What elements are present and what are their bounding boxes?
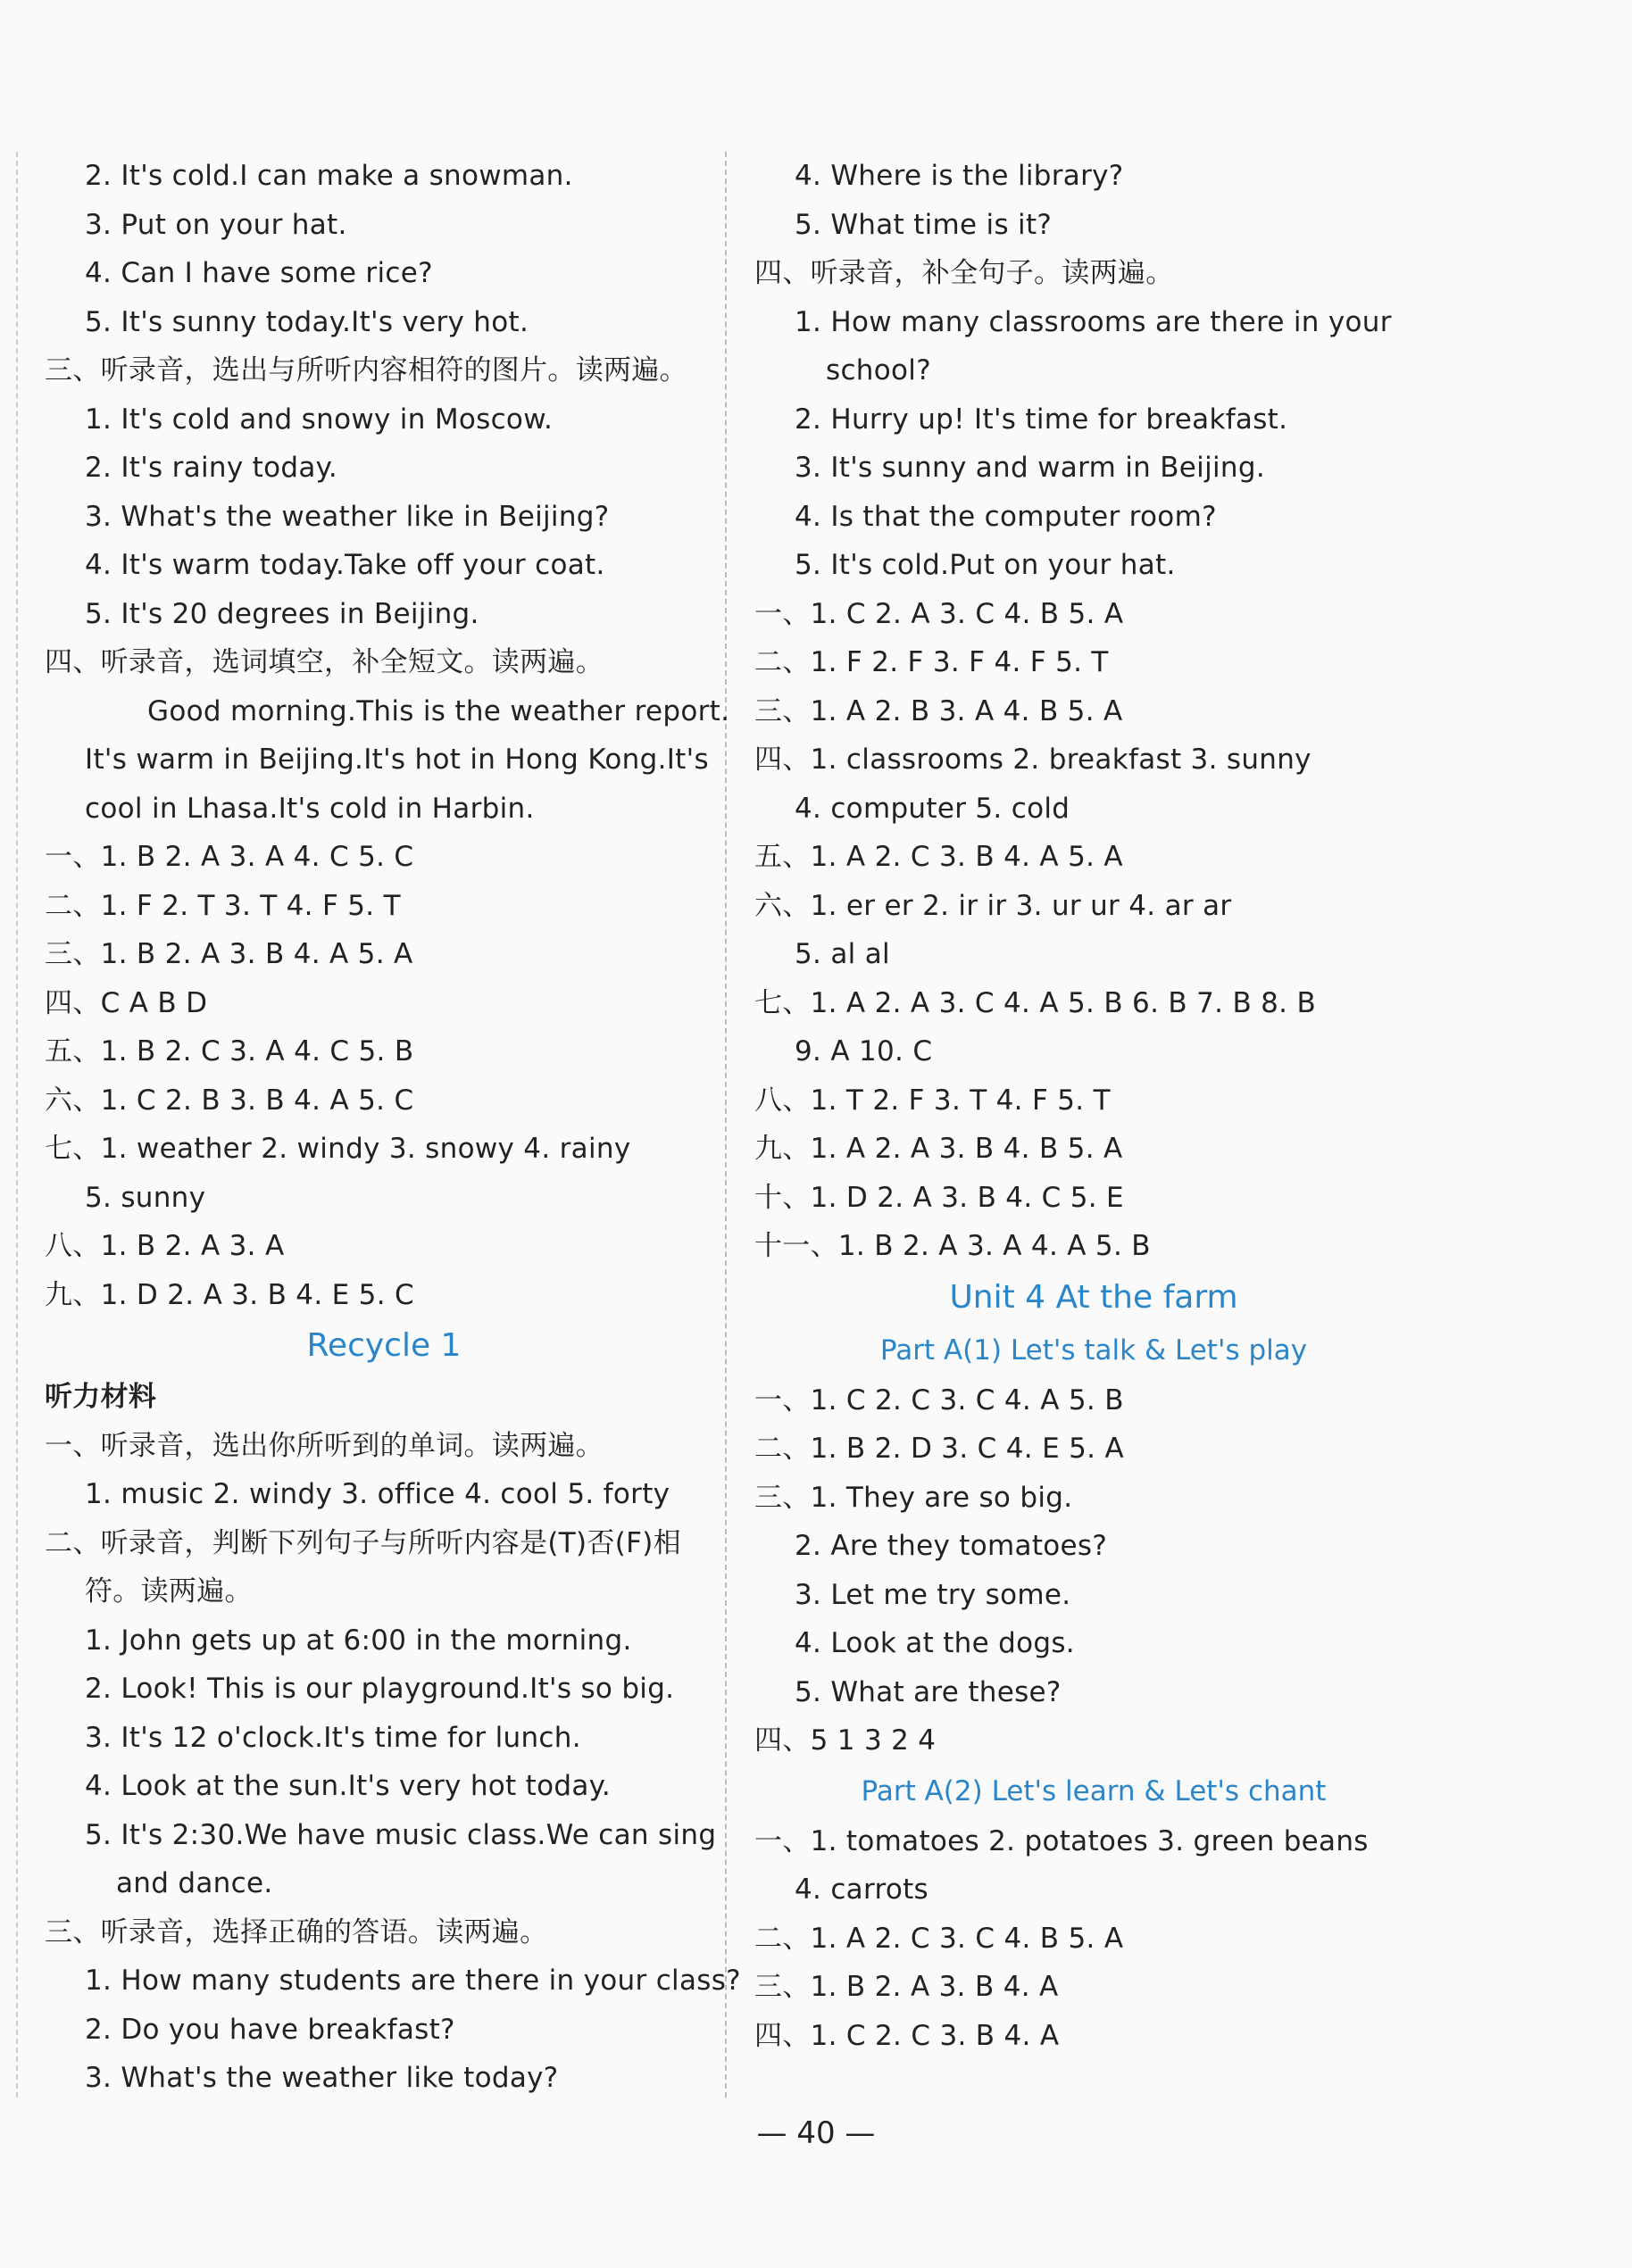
- page-number: — 40 —: [756, 2115, 876, 2151]
- section-instruction: 四、听录音，选词填空，补全短文。读两遍。: [45, 646, 604, 678]
- answer-line: 4. Look at the dogs.: [795, 1627, 1075, 1659]
- part-subtitle: Part A(2) Let's learn & Let's chant: [861, 1774, 1327, 1807]
- answer-line: 5. al al: [795, 938, 890, 970]
- listening-line: 4. Look at the sun.It's very hot today.: [85, 1770, 612, 1802]
- answer-line: 二、1. B 2. D 3. C 4. E 5. A: [754, 1433, 1124, 1465]
- section-instruction: 四、听录音，补全句子。读两遍。: [754, 257, 1174, 289]
- listening-line: 4. Can I have some rice?: [85, 257, 433, 289]
- left-edge-dashed-rule: [16, 152, 18, 2098]
- recycle-title: Recycle 1: [306, 1327, 462, 1364]
- listening-line: 4. Where is the library?: [795, 160, 1124, 192]
- listening-line: school?: [826, 354, 931, 386]
- answer-line: 一、1. tomatoes 2. potatoes 3. green beans: [754, 1824, 1369, 1857]
- section-instruction: 三、听录音，选出与所听内容相符的图片。读两遍。: [45, 354, 687, 386]
- part-subtitle: Part A(1) Let's talk & Let's play: [879, 1333, 1308, 1367]
- listening-line: 5. It's sunny today.It's very hot.: [85, 305, 529, 338]
- answer-line: 2. Are they tomatoes?: [795, 1530, 1108, 1562]
- listening-materials-label: 听力材料: [45, 1381, 157, 1413]
- listening-line: 2. Look! This is our playground.It's so big.: [85, 1673, 675, 1705]
- listening-line: 1. music 2. windy 3. office 4. cool 5. forty: [85, 1478, 670, 1510]
- listening-line: 3. What's the weather like in Beijing?: [85, 500, 610, 533]
- unit-title: Unit 4 At the farm: [949, 1278, 1238, 1316]
- column-divider: [725, 152, 727, 2098]
- answer-line: 二、1. F 2. F 3. F 4. F 5. T: [754, 646, 1109, 678]
- answer-line: 四、1. C 2. C 3. B 4. A: [754, 2019, 1060, 2052]
- answer-line: 4. computer 5. cold: [795, 792, 1070, 825]
- answer-line: 四、5 1 3 2 4: [754, 1724, 937, 1757]
- listening-line: and dance.: [116, 1867, 273, 1899]
- answer-line: 十、1. D 2. A 3. B 4. C 5. E: [754, 1181, 1124, 1214]
- answer-line: 九、1. A 2. A 3. B 4. B 5. A: [754, 1133, 1123, 1165]
- listening-line: 3. It's 12 o'clock.It's time for lunch.: [85, 1721, 581, 1754]
- answer-line: 五、1. B 2. C 3. A 4. C 5. B: [45, 1035, 414, 1068]
- listening-line: 4. It's warm today.Take off your coat.: [85, 549, 605, 581]
- right-column: [754, 152, 1433, 2060]
- listening-line: 1. John gets up at 6:00 in the morning.: [85, 1624, 632, 1657]
- listening-line: 2. Hurry up! It's time for breakfast.: [795, 403, 1288, 436]
- answer-line: 八、1. B 2. A 3. A: [45, 1230, 285, 1262]
- answer-line: 八、1. T 2. F 3. T 4. F 5. T: [754, 1084, 1111, 1117]
- listening-line: 3. What's the weather like today?: [85, 2062, 559, 2094]
- answer-line: 一、1. C 2. C 3. C 4. A 5. B: [754, 1383, 1124, 1416]
- listening-line: 4. Is that the computer room?: [795, 500, 1217, 533]
- listening-line: 2. It's cold.I can make a snowman.: [85, 160, 573, 192]
- listening-line: 3. Put on your hat.: [85, 208, 347, 241]
- answer-line: 七、1. A 2. A 3. C 4. A 5. B 6. B 7. B 8. B: [754, 986, 1317, 1019]
- listening-line: 5. It's 2:30.We have music class.We can sing: [85, 1818, 717, 1851]
- answer-line: 十一、1. B 2. A 3. A 4. A 5. B: [754, 1230, 1151, 1262]
- listening-line: 5. What time is it?: [795, 208, 1053, 241]
- section-instruction: 三、听录音，选择正确的答语。读两遍。: [45, 1915, 548, 1948]
- section-instruction: 符。读两遍。: [85, 1575, 253, 1608]
- answer-line: 一、1. C 2. A 3. C 4. B 5. A: [754, 597, 1124, 630]
- answer-line: 三、1. B 2. A 3. B 4. A: [754, 1971, 1059, 2003]
- listening-line: 5. It's cold.Put on your hat.: [795, 549, 1176, 581]
- answer-line: 三、1. A 2. B 3. A 4. B 5. A: [754, 694, 1123, 727]
- answer-line: 三、1. They are so big.: [754, 1481, 1073, 1514]
- section-instruction: 二、听录音，判断下列句子与所听内容是(T)否(F)相: [45, 1526, 681, 1559]
- answer-line: 4. carrots: [795, 1873, 929, 1906]
- answer-line: 一、1. B 2. A 3. A 4. C 5. C: [45, 841, 414, 873]
- answer-line: 九、1. D 2. A 3. B 4. E 5. C: [45, 1278, 414, 1311]
- answer-line: 3. Let me try some.: [795, 1578, 1071, 1611]
- listening-line: 5. It's 20 degrees in Beijing.: [85, 597, 479, 630]
- answer-line: 六、1. er er 2. ir ir 3. ur ur 4. ar ar: [754, 889, 1232, 922]
- answer-line: 9. A 10. C: [795, 1035, 933, 1068]
- section-instruction: 一、听录音，选出你所听到的单词。读两遍。: [45, 1429, 604, 1462]
- answer-line: 四、1. classrooms 2. breakfast 3. sunny: [754, 744, 1311, 776]
- passage-line: It's warm in Beijing.It's hot in Hong Kong.It's: [85, 744, 709, 776]
- answer-line: 四、C A B D: [45, 986, 208, 1019]
- listening-line: 1. It's cold and snowy in Moscow.: [85, 403, 554, 436]
- answer-line: 5. sunny: [85, 1181, 206, 1214]
- listening-line: 2. It's rainy today.: [85, 452, 338, 484]
- listening-line: 1. How many students are there in your class?: [85, 1965, 741, 1997]
- left-column: [45, 152, 741, 2103]
- listening-line: 1. How many classrooms are there in your: [795, 305, 1392, 338]
- answer-line: 三、1. B 2. A 3. B 4. A 5. A: [45, 938, 413, 970]
- answer-line: 五、1. A 2. C 3. B 4. A 5. A: [754, 841, 1123, 873]
- answer-line: 5. What are these?: [795, 1675, 1062, 1708]
- passage-line: Good morning.This is the weather report.: [147, 694, 730, 727]
- listening-line: 2. Do you have breakfast?: [85, 2013, 455, 2046]
- answer-line: 二、1. A 2. C 3. C 4. B 5. A: [754, 1922, 1124, 1955]
- answer-line: 二、1. F 2. T 3. T 4. F 5. T: [45, 889, 401, 922]
- answer-line: 六、1. C 2. B 3. B 4. A 5. C: [45, 1084, 414, 1117]
- passage-line: cool in Lhasa.It's cold in Harbin.: [85, 792, 535, 825]
- listening-line: 3. It's sunny and warm in Beijing.: [795, 452, 1265, 484]
- answer-line: 七、1. weather 2. windy 3. snowy 4. rainy: [45, 1133, 631, 1165]
